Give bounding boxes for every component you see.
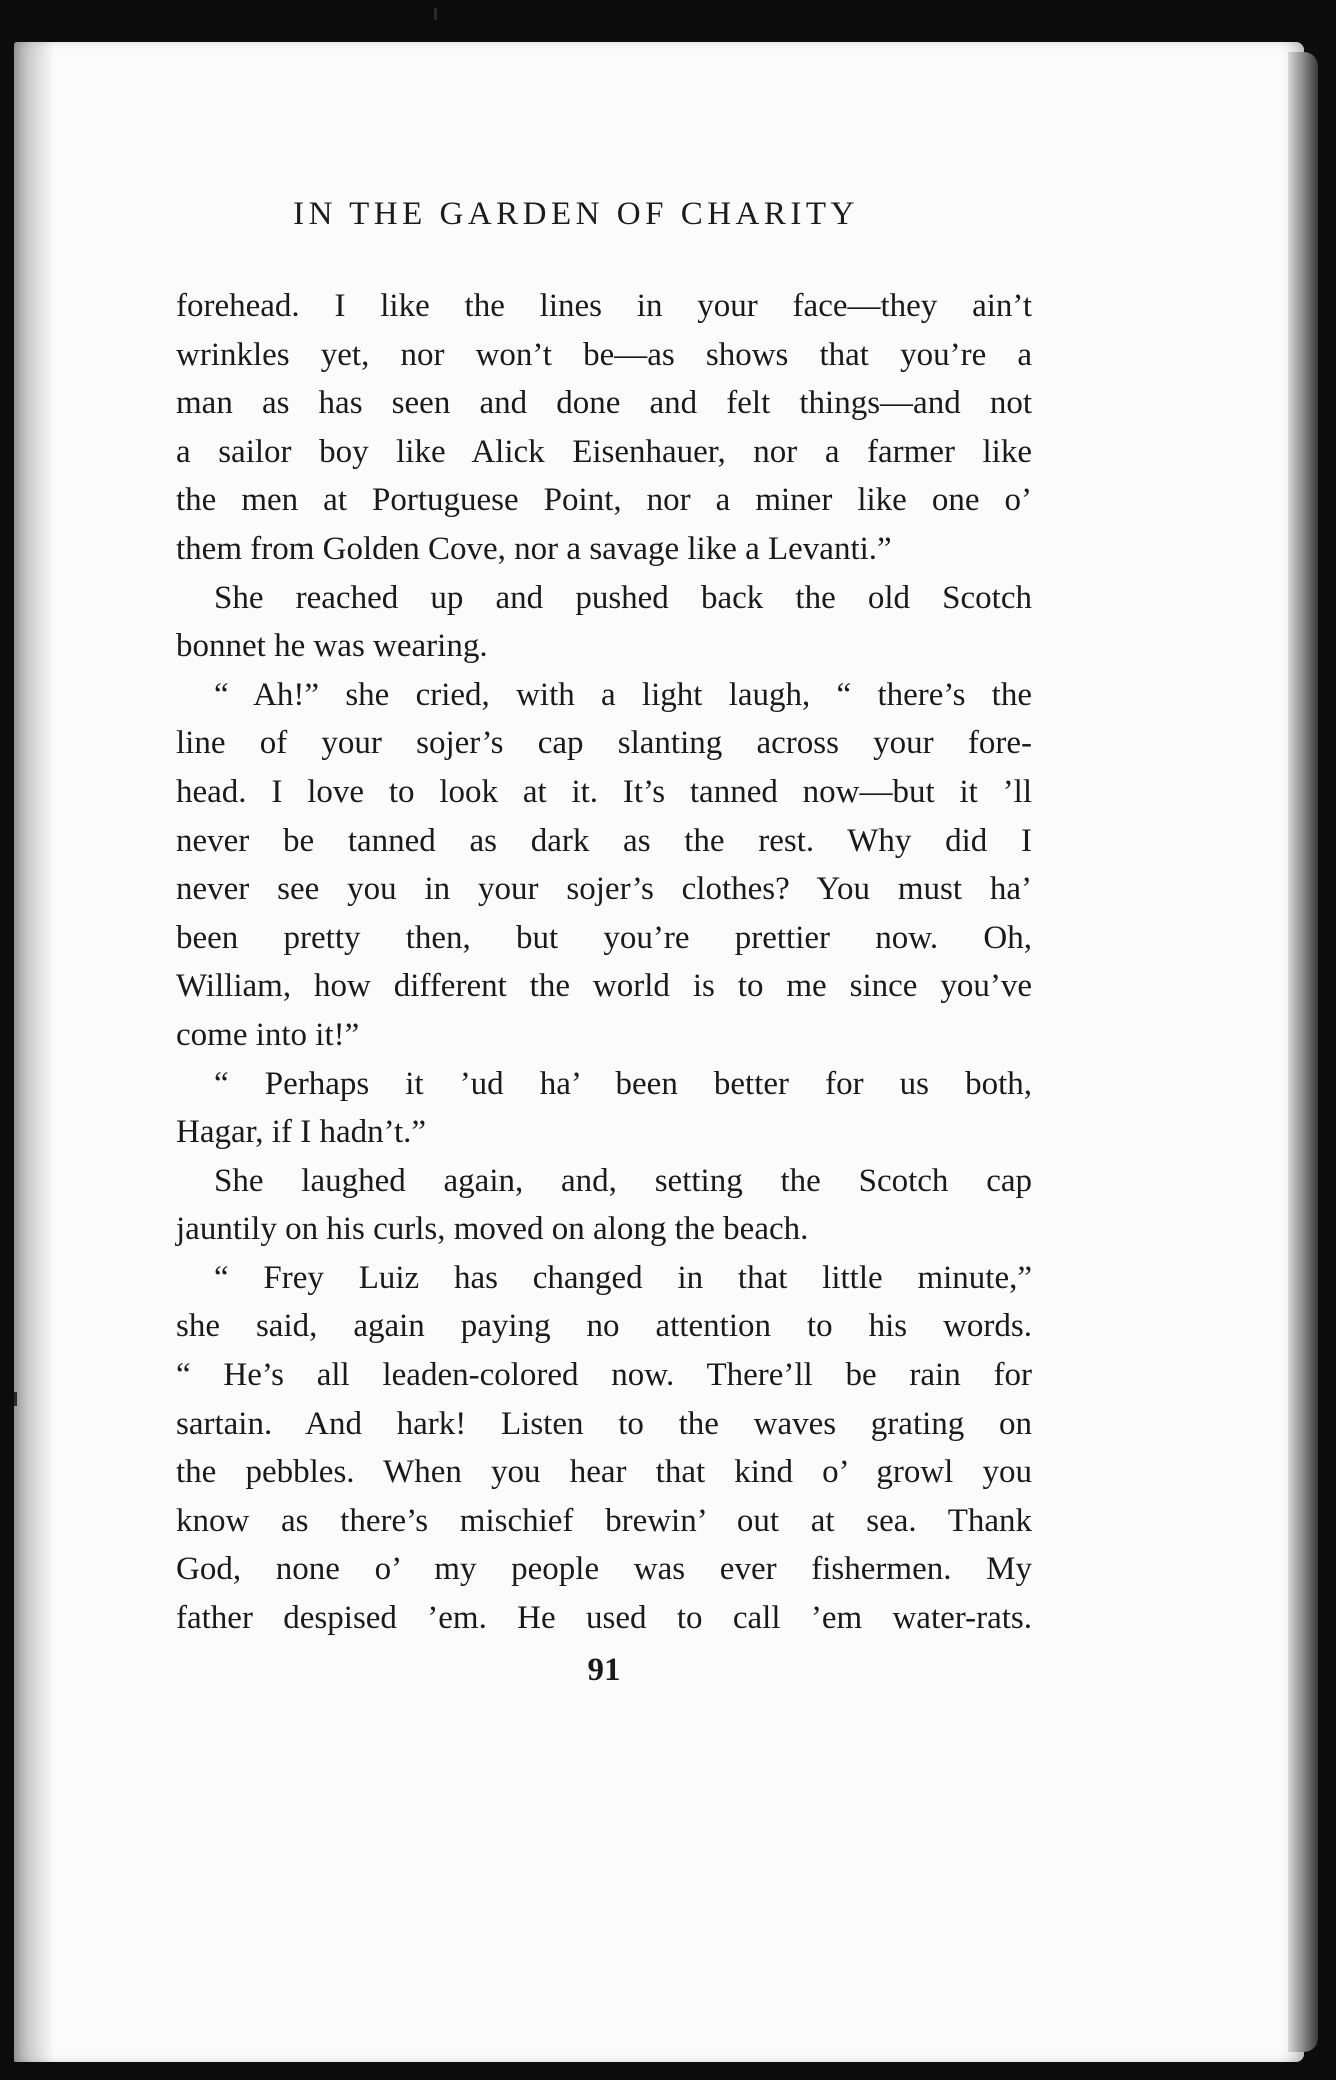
page-edge bbox=[1288, 52, 1318, 2052]
text-line: jauntily on his curls, moved on along the beach. bbox=[176, 1211, 809, 1248]
text-line: “ He’s all leaden-colored now. There’ll be rain for bbox=[176, 1357, 1032, 1394]
dust-speck bbox=[434, 8, 437, 20]
dust-speck bbox=[14, 1392, 17, 1406]
body-text bbox=[176, 282, 1032, 1643]
text-line: line of your sojer’s cap slanting across your fore- bbox=[176, 725, 1032, 762]
text-line: She laughed again, and, setting the Scotch cap bbox=[214, 1162, 1032, 1199]
text-line: sartain. And hark! Listen to the waves grating on bbox=[176, 1405, 1032, 1442]
text-line: wrinkles yet, nor won’t be—as shows that you’re a bbox=[176, 336, 1032, 373]
text-line: “ Frey Luiz has changed in that little minute,” bbox=[214, 1259, 1032, 1296]
text-line: the men at Portuguese Point, nor a miner like one o’ bbox=[176, 482, 1032, 519]
text-line: she said, again paying no attention to his words. bbox=[176, 1308, 1032, 1345]
text-line: never see you in your sojer’s clothes? You must ha’ bbox=[176, 871, 1032, 908]
text-line: William, how different the world is to me since you’ve bbox=[176, 968, 1032, 1005]
running-head: IN THE GARDEN OF CHARITY bbox=[293, 196, 859, 232]
text-line: a sailor boy like Alick Eisenhauer, nor a farmer like bbox=[176, 433, 1032, 470]
text-line: Hagar, if I hadn’t.” bbox=[176, 1114, 427, 1151]
text-line: been pretty then, but you’re prettier now. Oh, bbox=[176, 919, 1032, 956]
text-line: the pebbles. When you hear that kind o’ growl you bbox=[176, 1454, 1032, 1491]
text-line: father despised ’em. He used to call ’em water-rats. bbox=[176, 1600, 1032, 1637]
page-number: 91 bbox=[587, 1652, 621, 1688]
text-line: them from Golden Cove, nor a savage like a Levanti.” bbox=[176, 530, 892, 567]
text-line: “ Ah!” she cried, with a light laugh, “ there’s the bbox=[214, 676, 1032, 713]
text-line: head. I love to look at it. It’s tanned now—but it ’ll bbox=[176, 773, 1032, 810]
binding-gutter bbox=[14, 42, 54, 2062]
text-line: She reached up and pushed back the old Scotch bbox=[214, 579, 1032, 616]
text-line: never be tanned as dark as the rest. Why did I bbox=[176, 822, 1032, 859]
text-line: man as has seen and done and felt things—and not bbox=[176, 385, 1032, 422]
text-line: “ Perhaps it ’ud ha’ been better for us both, bbox=[214, 1065, 1032, 1102]
text-line: bonnet he was wearing. bbox=[176, 628, 488, 665]
text-line: know as there’s mischief brewin’ out at sea. Thank bbox=[176, 1502, 1032, 1539]
text-line: God, none o’ my people was ever fishermen. My bbox=[176, 1551, 1032, 1588]
text-line: forehead. I like the lines in your face—they ain’t bbox=[176, 288, 1032, 324]
text-line: come into it!” bbox=[176, 1016, 360, 1053]
